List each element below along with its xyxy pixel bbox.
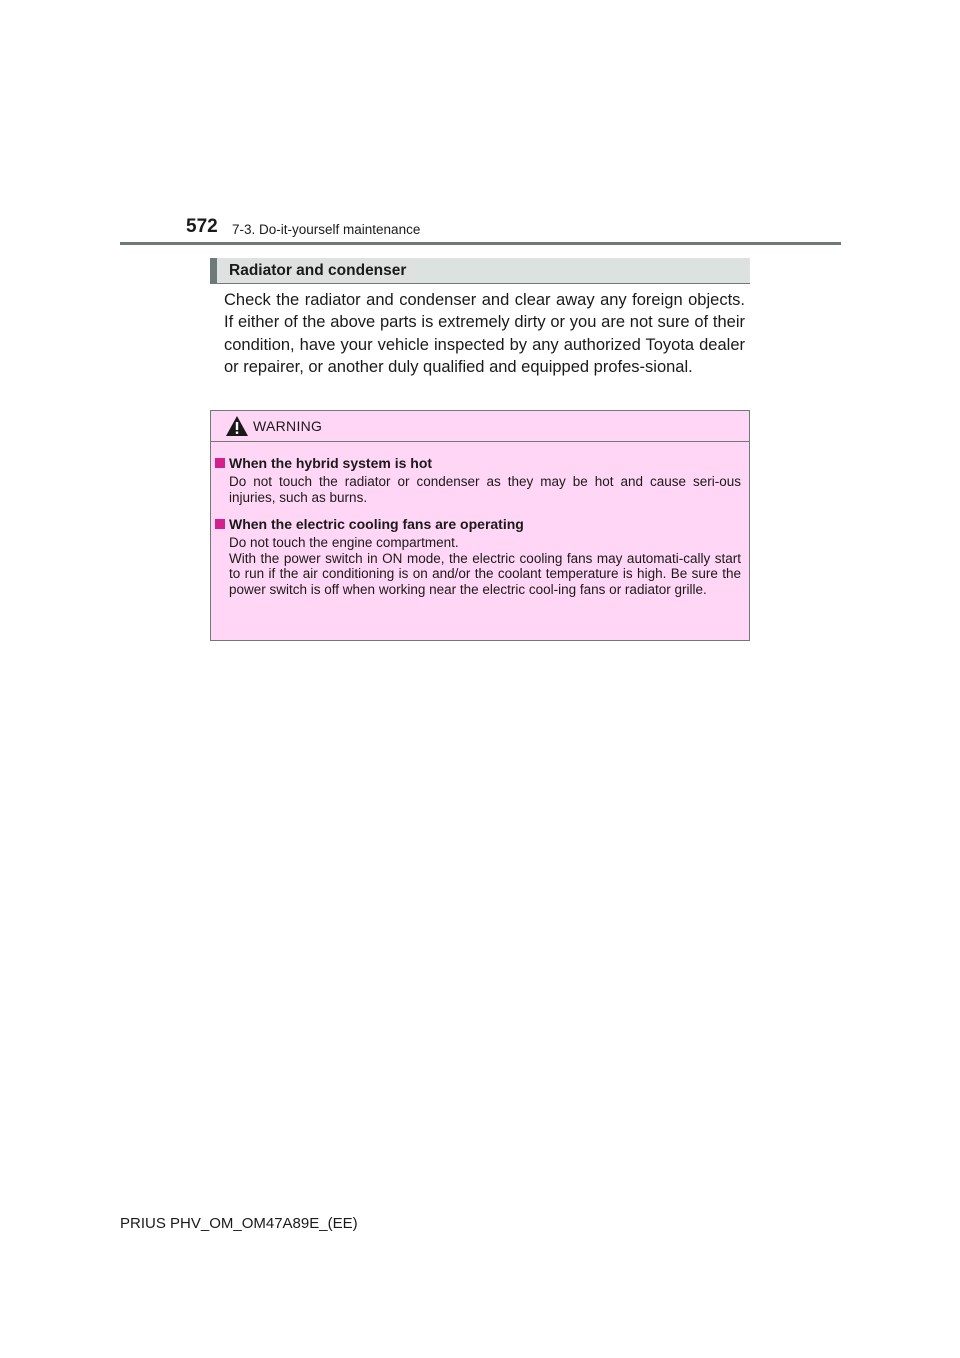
footer-document-code: PRIUS PHV_OM_OM47A89E_(EE) [120, 1215, 358, 1232]
square-bullet-icon [215, 519, 225, 529]
header-rule [120, 242, 841, 245]
section-heading: Radiator and condenser [229, 262, 407, 279]
warning-box [210, 410, 750, 641]
section-body-text: Check the radiator and condenser and clear away any foreign objects. If either of the above parts is extremely dirty or you are not sure of their condition, have your vehicle inspected by any authorized Toyota dealer or repairer, or another duly qualified and equipped profes-sional. [224, 291, 745, 376]
warning-header [211, 411, 749, 442]
section-label: 7-3. Do-it-yourself maintenance [232, 222, 421, 237]
warning-item-paragraph: Do not touch the engine compartment. [229, 535, 459, 550]
section-heading-bar [210, 258, 750, 284]
warning-item-cooling-fans [215, 515, 741, 597]
warning-item-heading: When the hybrid system is hot [229, 455, 433, 471]
warning-item-body [229, 474, 741, 505]
warning-item-hybrid-hot [215, 454, 741, 505]
warning-item-body [229, 535, 741, 597]
page-number: 572 [186, 216, 218, 237]
square-bullet-icon [215, 458, 225, 468]
warning-item-heading: When the electric cooling fans are operating [229, 516, 524, 532]
warning-item-paragraph: With the power switch in ON mode, the electric cooling fans may automati-cally start to run if the air conditioning is on and/or the coolant temperature is high. Be sure the power switch is off when working near the electric cool-ing fans or radiator grille. [229, 550, 741, 597]
warning-triangle-icon [225, 415, 249, 437]
warning-item-paragraph: Do not touch the radiator or condenser as they may be hot and cause seri-ous injuries, such as burns. [229, 474, 741, 505]
warning-title: WARNING [253, 418, 323, 434]
